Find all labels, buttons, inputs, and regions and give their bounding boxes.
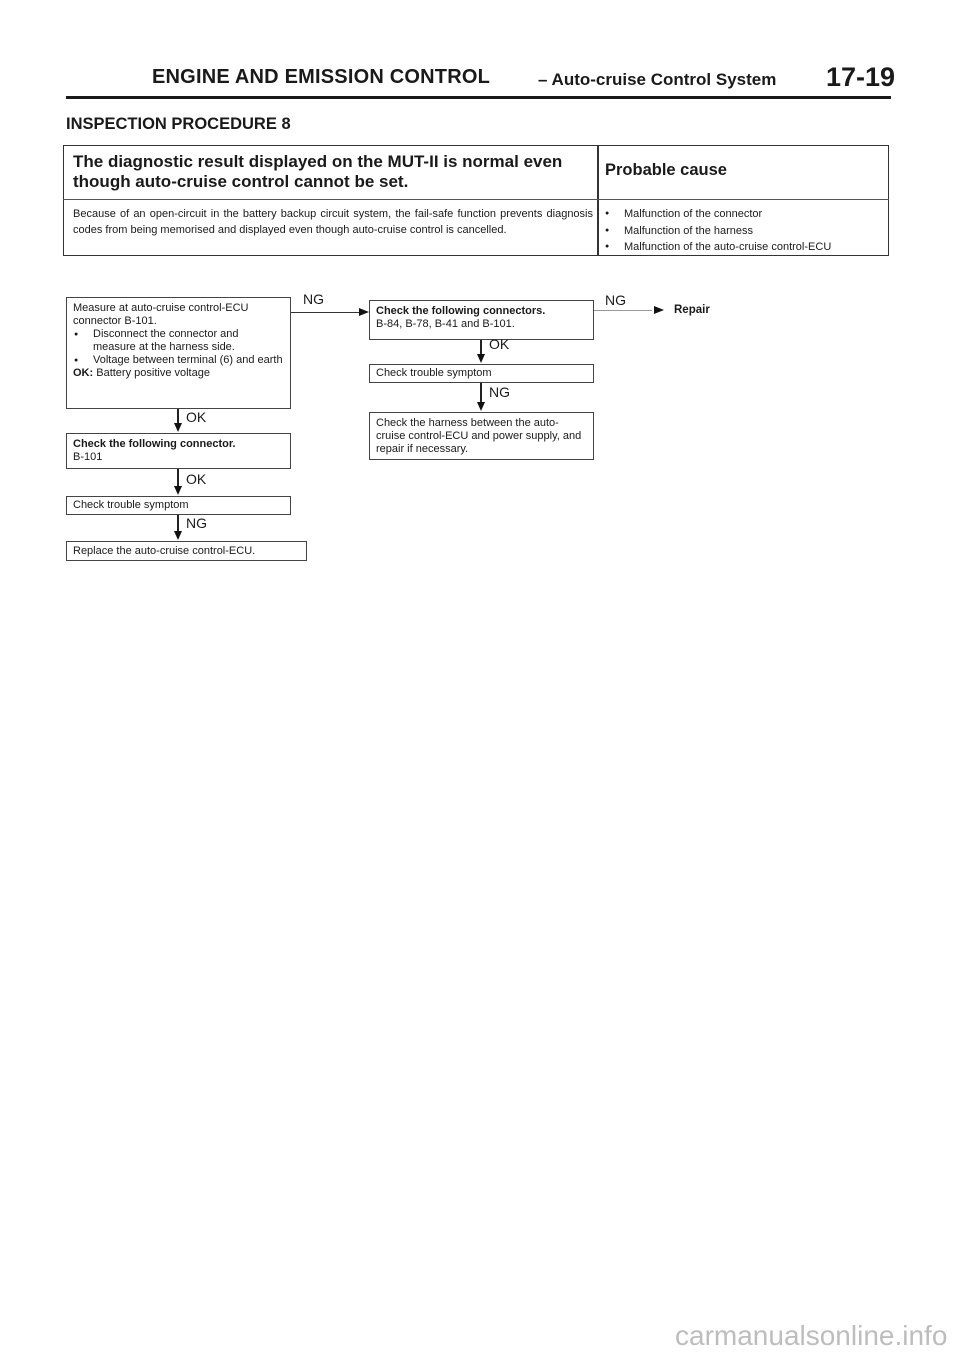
measure-bullet: ● Disconnect the connector and measure at the harness side.: [73, 328, 284, 354]
watermark: carmanualsonline.info: [675, 1320, 948, 1351]
cause-item: ● Malfunction of the harness: [605, 223, 831, 240]
measure-ok-criteria: [73, 367, 284, 380]
arrow-down-icon: [174, 423, 182, 432]
arrow-down-icon: [174, 486, 182, 495]
cause-list: [605, 206, 831, 256]
ok-value: Battery positive voltage: [96, 367, 210, 379]
repair-label: Repair: [674, 304, 710, 316]
arrow-right-icon: [359, 308, 369, 316]
probable-cause-heading: Probable cause: [605, 161, 727, 179]
arrow-down-icon: [477, 402, 485, 411]
explanation-text: Because of an open-circuit in the battery backup circuit system, the fail-safe function prevents diagnosis codes from being memorised and displayed even though auto-cruise control is cancelled.: [73, 208, 593, 236]
check-connector-box: [66, 433, 291, 469]
check-connector-title: Check the following connector.: [73, 438, 236, 450]
check-connector-detail: B-101: [73, 451, 103, 463]
ok-label: OK: [489, 336, 510, 352]
summary-divider-vertical: [597, 145, 599, 256]
section-title: ENGINE AND EMISSION CONTROL: [152, 66, 491, 88]
check-connectors-box: [369, 300, 594, 340]
ok-label: OK: [186, 409, 207, 425]
ng-label: NG: [605, 292, 626, 308]
subsection-title: – Auto-cruise Control System: [538, 70, 777, 89]
measure-step-box: [66, 297, 291, 409]
page-number: 17-19: [826, 62, 896, 92]
flow-line: [480, 383, 482, 402]
ng-connector-line: [291, 312, 359, 313]
cause-item: ● Malfunction of the connector: [605, 206, 831, 223]
ng-label: NG: [186, 515, 207, 531]
trouble-symptom-box: Check trouble symptom: [66, 496, 291, 515]
arrow-right-icon: [654, 306, 664, 314]
flow-line: [177, 469, 179, 486]
measure-line-1: Measure at auto-cruise control-ECU: [73, 302, 249, 314]
flow-line: [480, 340, 482, 354]
cause-item: ● Malfunction of the auto-cruise control-ECU: [605, 239, 831, 256]
ok-label: OK: [186, 471, 207, 487]
summary-divider-horizontal: [63, 199, 889, 200]
header-rule: [66, 96, 891, 99]
symptom-text: The diagnostic result displayed on the MUT-II is normal even though auto-cruise control cannot be set.: [73, 152, 563, 191]
measure-bullet: ● Voltage between terminal (6) and earth: [73, 354, 284, 367]
arrow-down-icon: [174, 531, 182, 540]
check-connectors-title: Check the following connectors.: [376, 305, 546, 317]
flow-line: [177, 515, 179, 531]
ng-label: NG: [303, 291, 324, 307]
measure-line-2: connector B-101.: [73, 315, 157, 327]
procedure-title: INSPECTION PROCEDURE 8: [66, 115, 291, 133]
ok-label: OK:: [73, 367, 94, 379]
check-connectors-detail: B-84, B-78, B-41 and B-101.: [376, 318, 515, 330]
trouble-symptom-box: Check trouble symptom: [369, 364, 594, 383]
flow-line: [177, 409, 179, 423]
replace-ecu-box: Replace the auto-cruise control-ECU.: [66, 541, 307, 561]
arrow-down-icon: [477, 354, 485, 363]
ng-connector-line: [594, 310, 652, 311]
ng-label: NG: [489, 384, 510, 400]
check-harness-box: Check the harness between the auto-cruise control-ECU and power supply, and repair if necessary.: [369, 412, 594, 460]
